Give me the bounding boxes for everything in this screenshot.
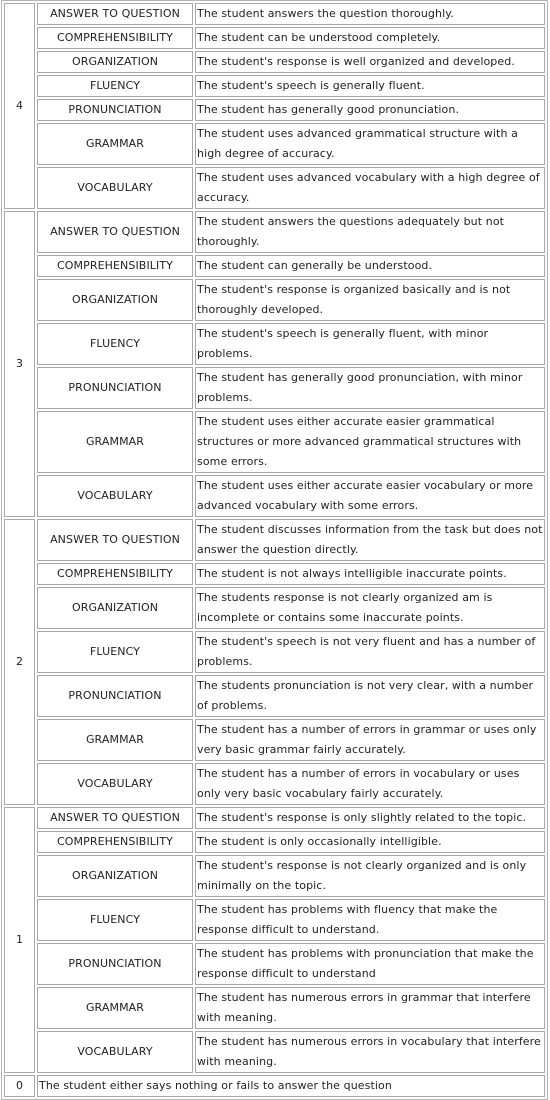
table-row: [4, 367, 545, 409]
table-row: [4, 855, 545, 897]
criterion-cell: PRONUNCIATION: [37, 99, 193, 121]
criterion-cell: FLUENCY: [37, 631, 193, 673]
table-row: [4, 3, 545, 25]
rubric-table: [1, 0, 548, 1100]
criterion-cell: VOCABULARY: [37, 475, 193, 517]
criterion-cell: COMPREHENSIBILITY: [37, 27, 193, 49]
description-cell: The student discusses information from the task but does not answer the question directly.: [195, 519, 545, 561]
description-cell: The students pronunciation is not very clear, with a number of problems.: [195, 675, 545, 717]
description-cell: The student's response is organized basically and is not thoroughly developed.: [195, 279, 545, 321]
rubric-body: [4, 3, 545, 1097]
description-cell: The student's speech is not very fluent and has a number of problems.: [195, 631, 545, 673]
criterion-cell: PRONUNCIATION: [37, 675, 193, 717]
table-row: [4, 899, 545, 941]
score-cell-3: 3: [4, 211, 35, 517]
criterion-cell: PRONUNCIATION: [37, 367, 193, 409]
description-cell: The student has problems with pronunciation that make the response difficult to understand: [195, 943, 545, 985]
criterion-cell: FLUENCY: [37, 899, 193, 941]
description-cell: The student has a number of errors in vocabulary or uses only very basic vocabulary fairly accurately.: [195, 763, 545, 805]
criterion-cell: ORGANIZATION: [37, 855, 193, 897]
criterion-cell: GRAMMAR: [37, 719, 193, 761]
table-row: [4, 27, 545, 49]
description-cell: The student is not always intelligible inaccurate points.: [195, 563, 545, 585]
criterion-cell: COMPREHENSIBILITY: [37, 563, 193, 585]
score-cell-1: 1: [4, 807, 35, 1073]
criterion-cell: COMPREHENSIBILITY: [37, 831, 193, 853]
description-cell: The student can be understood completely.: [195, 27, 545, 49]
table-row: [4, 587, 545, 629]
table-row: [4, 763, 545, 805]
table-row: [4, 719, 545, 761]
criterion-cell: ANSWER TO QUESTION: [37, 3, 193, 25]
table-row: [4, 563, 545, 585]
criterion-cell: COMPREHENSIBILITY: [37, 255, 193, 277]
table-row: [4, 211, 545, 253]
description-cell: The student's speech is generally fluent.: [195, 75, 545, 97]
description-cell: The student has a number of errors in grammar or uses only very basic grammar fairly accurately.: [195, 719, 545, 761]
description-cell: The student answers the question thoroughly.: [195, 3, 545, 25]
description-cell: The student's response is only slightly related to the topic.: [195, 807, 545, 829]
table-row: [4, 1075, 545, 1097]
criterion-cell: FLUENCY: [37, 75, 193, 97]
description-cell: The student uses advanced vocabulary with a high degree of accuracy.: [195, 167, 545, 209]
description-cell: The student's speech is generally fluent, with minor problems.: [195, 323, 545, 365]
description-cell: The students response is not clearly organized am is incomplete or contains some inaccurate points.: [195, 587, 545, 629]
table-row: [4, 987, 545, 1029]
score-cell-0: 0: [4, 1075, 35, 1097]
criterion-cell: ORGANIZATION: [37, 279, 193, 321]
table-row: [4, 51, 545, 73]
criterion-cell: PRONUNCIATION: [37, 943, 193, 985]
criterion-cell: ORGANIZATION: [37, 587, 193, 629]
table-row: [4, 167, 545, 209]
table-row: [4, 475, 545, 517]
description-cell: The student has numerous errors in grammar that interfere with meaning.: [195, 987, 545, 1029]
table-row: [4, 675, 545, 717]
table-row: [4, 831, 545, 853]
description-cell: The student has generally good pronunciation, with minor problems.: [195, 367, 545, 409]
description-cell: The student uses either accurate easier vocabulary or more advanced vocabulary with some errors.: [195, 475, 545, 517]
table-row: [4, 1031, 545, 1073]
table-row: [4, 807, 545, 829]
description-cell: The student uses either accurate easier grammatical structures or more advanced grammatical structures with some errors.: [195, 411, 545, 473]
table-row: [4, 99, 545, 121]
description-cell: The student has generally good pronunciation.: [195, 99, 545, 121]
criterion-cell: VOCABULARY: [37, 763, 193, 805]
table-row: [4, 255, 545, 277]
criterion-cell: ANSWER TO QUESTION: [37, 807, 193, 829]
description-cell: The student answers the questions adequately but not thoroughly.: [195, 211, 545, 253]
description-cell: The student is only occasionally intelligible.: [195, 831, 545, 853]
criterion-cell: GRAMMAR: [37, 123, 193, 165]
table-row: [4, 75, 545, 97]
criterion-cell: ORGANIZATION: [37, 51, 193, 73]
table-row: [4, 943, 545, 985]
description-cell: The student uses advanced grammatical structure with a high degree of accuracy.: [195, 123, 545, 165]
description-cell: The student's response is not clearly organized and is only minimally on the topic.: [195, 855, 545, 897]
score-cell-4: 4: [4, 3, 35, 209]
criterion-cell: VOCABULARY: [37, 1031, 193, 1073]
criterion-cell: GRAMMAR: [37, 987, 193, 1029]
criterion-cell: ANSWER TO QUESTION: [37, 519, 193, 561]
table-row: [4, 123, 545, 165]
table-row: [4, 279, 545, 321]
description-cell: The student's response is well organized and developed.: [195, 51, 545, 73]
table-row: [4, 323, 545, 365]
criterion-cell: GRAMMAR: [37, 411, 193, 473]
description-cell: The student has problems with fluency that make the response difficult to understand.: [195, 899, 545, 941]
description-cell: The student can generally be understood.: [195, 255, 545, 277]
score-cell-2: 2: [4, 519, 35, 805]
table-row: [4, 631, 545, 673]
table-row: [4, 411, 545, 473]
description-cell: The student has numerous errors in vocabulary that interfere with meaning.: [195, 1031, 545, 1073]
table-row: [4, 519, 545, 561]
criterion-cell: ANSWER TO QUESTION: [37, 211, 193, 253]
description-cell: The student either says nothing or fails to answer the question: [37, 1075, 545, 1097]
criterion-cell: FLUENCY: [37, 323, 193, 365]
criterion-cell: VOCABULARY: [37, 167, 193, 209]
